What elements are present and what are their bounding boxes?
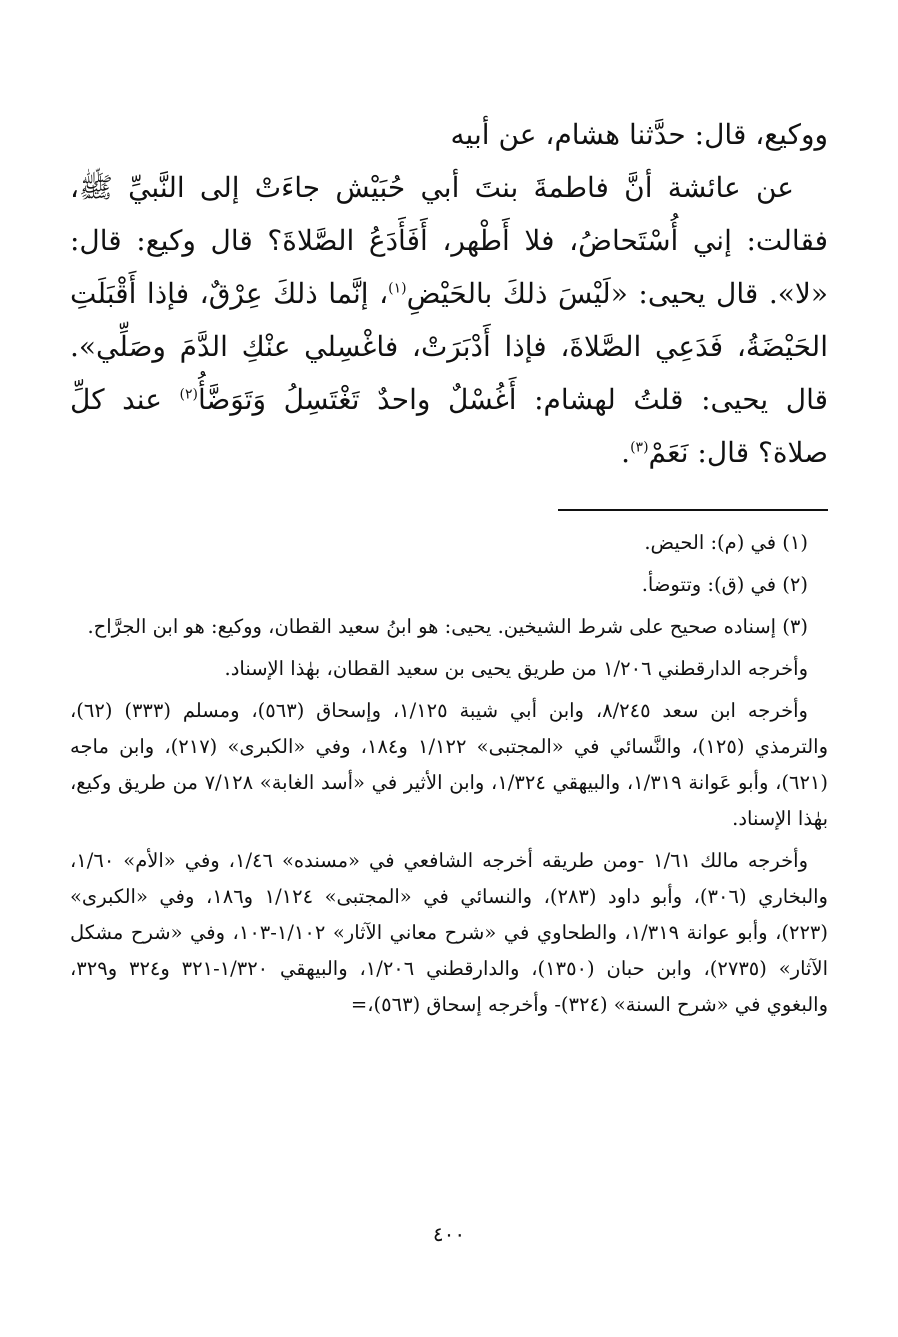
hadith-text-end: . [621, 436, 631, 469]
footnote-ref-2[interactable]: (٢) [179, 386, 198, 403]
hadith-text-part1: عن عائشة أنَّ فاطمةَ بنتَ أبي حُبَيْش جاءَتْ إلى النَّبيِّ ﷺ، فقالت: إني أُسْتَحاضُ، فلا أَطْهر، أَفَأَدَعُ الصَّلاةَ؟ قال وكيع: قال: «لا». قال يحيى: «لَيْسَ ذلكَ بالحَيْضِ [70, 171, 828, 310]
page-number: ٤٠٠ [432, 1222, 466, 1246]
footnote-separator [558, 509, 828, 511]
page-body [70, 108, 828, 1029]
footnote-3-paragraph-1: وأخرجه الدارقطني ١/٢٠٦ من طريق يحيى بن سعيد القطان، بهٰذا الإسناد. [224, 657, 808, 680]
hadith-line-isnad: ووكيع، قال: حدَّثنا هشام، عن أبيه [450, 118, 828, 151]
hadith-text-part2: ، إنَّما ذلكَ عِرْقٌ، فإذا أَقْبَلَتِ الحَيْضَةُ، فَدَعِي الصَّلاةَ، فإذا أَدْبَرَتْ، فاغْسِلي عنْكِ الدَّمَ وصَلِّي». قال يحيى: قلتُ لهشام: أَغُسْلٌ واحدٌ تَغْتَسِلُ وَتَوَضَّأُ [70, 277, 828, 416]
hadith-paragraph [70, 161, 828, 479]
footnotes [70, 525, 828, 1023]
footnote-ref-1[interactable]: (١) [388, 280, 407, 297]
footnote-2: (٢) في (ق): وتتوضأ. [641, 573, 808, 596]
hadith-text-part3: عند كلِّ صلاة؟ قال: نَعَمْ [70, 383, 828, 469]
footnote-3: (٣) إسناده صحيح على شرط الشيخين. يحيى: هو ابنُ سعيد القطان، ووكيع: هو ابن الجرَّاح. [87, 615, 808, 638]
hadith-text [70, 108, 828, 479]
footnote-ref-3[interactable]: (٣) [630, 439, 649, 456]
footnote-1: (١) في (م): الحيض. [644, 531, 808, 554]
footnote-3-paragraph-2: وأخرجه ابن سعد ٨/٢٤٥، وابن أبي شيبة ١/١٢٥، وإسحاق (٥٦٣)، ومسلم (٣٣٣) (٦٢)، والترمذي (١٢٥)، والنَّسائي في «المجتبى» ١/١٢٢ و١٨٤، وفي «الكبرى» (٢١٧)، وابن ماجه (٦٢١)، وأبو عَوانة ١/٣١٩، والبيهقي ١/٣٢٤، وابن الأثير في «أسد الغابة» ٧/١٢٨ من طريق وكيع، بهٰذا الإسناد. [70, 699, 829, 830]
footnote-3-paragraph-3: وأخرجه مالك ١/٦١ -ومن طريقه أخرجه الشافعي في «مسنده» ١/٤٦، وفي «الأم» ١/٦٠، والبخاري (٣٠٦)، وأبو داود (٢٨٣)، والنسائي في «المجتبى» ١/١٢٤ و١٨٦، وفي «الكبرى» (٢٢٣)، وأبو عوانة ١/٣١٩، والطحاوي في «شرح معاني الآثار» ١/١٠٢-١٠٣، وفي «شرح مشكل الآثار» (٢٧٣٥)، وابن حبان (١٣٥٠)، والدارقطني ١/٢٠٦، والبيهقي ١/٣٢٠-٣٢١ و٣٢٤ و٣٢٩، والبغوي في «شرح السنة» (٣٢٤)- وأخرجه إسحاق (٥٦٣)،= [70, 849, 829, 1016]
